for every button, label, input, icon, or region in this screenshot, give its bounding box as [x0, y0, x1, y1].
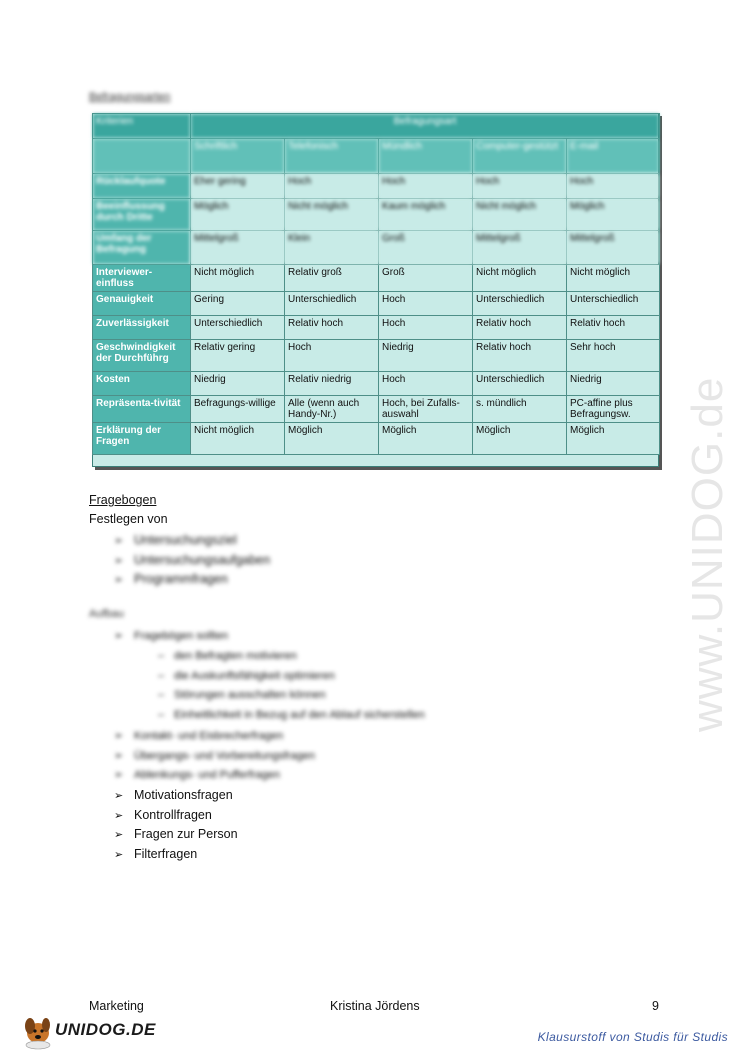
- table-row: [93, 174, 660, 199]
- footer-subject: Marketing: [89, 999, 144, 1013]
- subheader: Schriftlich: [191, 139, 285, 174]
- table-subheader-row: [93, 139, 660, 174]
- footer-author: Kristina Jördens: [330, 999, 420, 1013]
- table-row: [93, 316, 660, 340]
- list-item: ➢ Kontrollfragen: [114, 806, 238, 826]
- cell: Relativ gering: [191, 340, 285, 372]
- cell: Unterschiedlich: [473, 372, 567, 396]
- cell: Möglich: [567, 199, 660, 231]
- cell: Alle (wenn auch Handy-Nr.): [285, 396, 379, 423]
- cell: Groß: [379, 231, 473, 265]
- row-criterion: Interviewer-einfluss: [93, 265, 191, 292]
- aufbau-intro-list: [114, 627, 228, 647]
- aufbau-list: [114, 786, 238, 864]
- arrow-bullet-icon: ➢: [114, 790, 124, 802]
- cell: Möglich: [285, 423, 379, 455]
- cell: Möglich: [191, 199, 285, 231]
- cell: Relativ hoch: [473, 316, 567, 340]
- list-item: ➢ Ablenkungs- und Pufferfragen: [114, 766, 315, 786]
- cell: Kaum möglich: [379, 199, 473, 231]
- list-item: – den Befragten motivieren: [158, 650, 297, 662]
- cell: Sehr hoch: [567, 340, 660, 372]
- comparison-table: [92, 113, 660, 455]
- arrow-bullet-icon: ➢: [114, 769, 124, 782]
- list-item: ➢ Filterfragen: [114, 845, 238, 865]
- cell: Mittelgroß: [473, 231, 567, 265]
- row-criterion: Beeinflussung durch Dritte: [93, 199, 191, 231]
- cell: Niedrig: [379, 340, 473, 372]
- table-header-row: [93, 114, 660, 139]
- cell: Hoch: [379, 292, 473, 316]
- cell: Mittelgroß: [567, 231, 660, 265]
- list-item: ➢ Fragen zur Person: [114, 825, 238, 845]
- cell: Mittelgroß: [191, 231, 285, 265]
- list-item: ➢ Untersuchungsaufgaben: [114, 551, 270, 571]
- list-item: ➢ Motivationsfragen: [114, 786, 238, 806]
- arrow-bullet-icon: ➢: [114, 749, 124, 762]
- cell: Hoch: [473, 174, 567, 199]
- cell: Relativ niedrig: [285, 372, 379, 396]
- cell: Nicht möglich: [567, 265, 660, 292]
- arrow-bullet-icon: ➢: [114, 829, 124, 842]
- row-criterion: Zuverlässigkeit: [93, 316, 191, 340]
- table-row: [93, 396, 660, 423]
- cell: Befragungs-willige: [191, 396, 285, 423]
- table-row: [93, 292, 660, 316]
- row-criterion: Geschwindigkeit der Durchführg: [93, 340, 191, 372]
- list-item: – Störungen ausschalten können: [158, 689, 326, 702]
- cell: Nicht möglich: [473, 265, 567, 292]
- cell: PC-affine plus Befragungsw.: [567, 396, 660, 423]
- cell: Relativ hoch: [285, 316, 379, 340]
- cell: Relativ hoch: [473, 340, 567, 372]
- table-row: [93, 199, 660, 231]
- aufbau-blurred-list: [114, 727, 315, 786]
- cell: Nicht möglich: [191, 265, 285, 292]
- row-criterion: Repräsenta-tivität: [93, 396, 191, 423]
- table-row: [93, 340, 660, 372]
- logo-text: UNIDOG.DE: [55, 1020, 156, 1039]
- aufbau-label: Aufbau: [89, 608, 124, 620]
- cell: Groß: [379, 265, 473, 292]
- cell: Nicht möglich: [285, 199, 379, 231]
- arrow-bullet-icon: ➢: [114, 730, 124, 742]
- cell: Hoch: [379, 372, 473, 396]
- list-item: ➢ Kontakt- und Eisbrecherfragen: [114, 727, 315, 747]
- arrow-bullet-icon: ➢: [114, 630, 124, 642]
- table-row: [93, 265, 660, 292]
- subheader: Telefonisch: [285, 139, 379, 174]
- cell: Hoch: [379, 174, 473, 199]
- table-row: [93, 423, 660, 455]
- list-item: ➢ Programmfragen: [114, 570, 270, 590]
- table-row: [93, 372, 660, 396]
- header-group: Befragungsart: [191, 114, 660, 139]
- arrow-bullet-icon: ➢: [114, 809, 124, 822]
- cell: Hoch: [379, 316, 473, 340]
- cell: Niedrig: [567, 372, 660, 396]
- fragebogen-heading: Fragebogen: [89, 493, 157, 507]
- arrow-bullet-icon: ➢: [114, 535, 124, 547]
- arrow-bullet-icon: ➢: [114, 554, 124, 567]
- cell: Möglich: [567, 423, 660, 455]
- arrow-bullet-icon: ➢: [114, 574, 124, 587]
- cell: Hoch, bei Zufalls-auswahl: [379, 396, 473, 423]
- festlegen-list: [114, 531, 270, 590]
- row-criterion: Genauigkeit: [93, 292, 191, 316]
- row-criterion: Kosten: [93, 372, 191, 396]
- list-item: ➢ Fragebögen sollten: [114, 627, 228, 647]
- cell: Möglich: [473, 423, 567, 455]
- header-criteria: Kriterien: [93, 114, 191, 139]
- row-criterion: Erklärung der Fragen: [93, 423, 191, 455]
- cell: Hoch: [285, 174, 379, 199]
- cell: Nicht möglich: [473, 199, 567, 231]
- cell: Nicht möglich: [191, 423, 285, 455]
- cell: Unterschiedlich: [285, 292, 379, 316]
- list-item: ➢ Übergangs- und Vorbereitungsfragen: [114, 747, 315, 767]
- row-criterion: Umfang der Befragung: [93, 231, 191, 265]
- cell: Klein: [285, 231, 379, 265]
- cell: Gering: [191, 292, 285, 316]
- cell: Eher gering: [191, 174, 285, 199]
- section-heading: Befragungsarten: [89, 91, 171, 103]
- list-item: – die Auskunftsfähigkeit optimieren: [158, 669, 335, 682]
- aufbau-sublist: [158, 647, 425, 725]
- footer-page-number: 9: [652, 999, 659, 1013]
- watermark-text: www.UNIDOG.de: [683, 376, 732, 732]
- watermark: [648, 280, 748, 740]
- cell: Relativ hoch: [567, 316, 660, 340]
- cell: Niedrig: [191, 372, 285, 396]
- table-row: [93, 231, 660, 265]
- festlegen-label: Festlegen von: [89, 512, 168, 526]
- cell: Möglich: [379, 423, 473, 455]
- cell: Relativ groß: [285, 265, 379, 292]
- slogan: Klausurstoff von Studis für Studis: [537, 1030, 728, 1044]
- subheader: E-mail: [567, 139, 660, 174]
- list-item: – Einheitlichkeit in Bezug auf den Ablauf sicherstellen: [158, 708, 425, 721]
- survey-methods-table: [92, 113, 659, 467]
- cell: Hoch: [285, 340, 379, 372]
- subheader: Mündlich: [379, 139, 473, 174]
- cell: Unterschiedlich: [567, 292, 660, 316]
- cell: Unterschiedlich: [191, 316, 285, 340]
- row-criterion: Rücklaufquote: [93, 174, 191, 199]
- cell: s. mündlich: [473, 396, 567, 423]
- cell: Hoch: [567, 174, 660, 199]
- list-item: ➢ Untersuchungsziel: [114, 531, 270, 551]
- cell: Unterschiedlich: [473, 292, 567, 316]
- subheader: Computer-gestützt: [473, 139, 567, 174]
- arrow-bullet-icon: ➢: [114, 848, 124, 861]
